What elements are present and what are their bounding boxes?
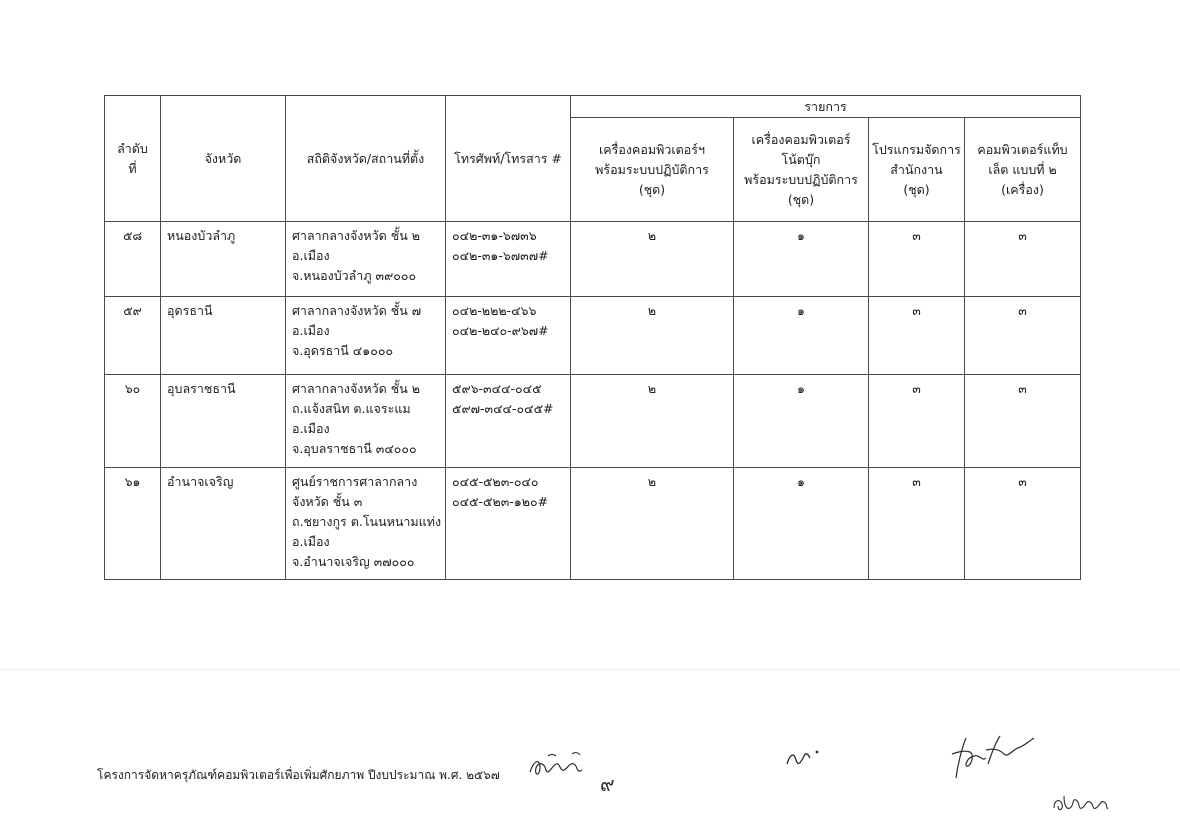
row-office-software-qty: ๓ [869, 222, 965, 297]
header-notebook: เครื่องคอมพิวเตอร์ โน้ตบุ๊ก พร้อมระบบปฏิบัติการ (ชุด) [734, 118, 869, 222]
row-phones: ๐๔๒-๓๑-๖๗๓๖ ๐๔๒-๓๑-๖๗๓๗# [446, 222, 571, 297]
header-seq: ลำดับ ที่ [105, 96, 161, 222]
header-phone: โทรศัพท์/โทรสาร # [446, 96, 571, 222]
row-seq: ๕๘ [105, 222, 161, 297]
row-notebook-qty: ๑ [734, 468, 869, 580]
row-address: ศาลากลางจังหวัด ชั้น ๗ อ.เมือง จ.อุดรธานี ๔๑๐๐๐ [286, 297, 446, 375]
row-desktop-qty: ๒ [571, 468, 734, 580]
row-tablet-qty: ๓ [965, 297, 1081, 375]
row-desktop-qty: ๒ [571, 375, 734, 468]
table-row [105, 375, 1081, 468]
row-province: หนองบัวลำภู [161, 222, 286, 297]
signature-initial-3 [1050, 786, 1112, 816]
footer-project-text: โครงการจัดหาครุภัณฑ์คอมพิวเตอร์เพื่อเพิ่มศักยภาพ ปีงบประมาณ พ.ศ. ๒๕๖๗ [97, 768, 500, 782]
table-row [105, 222, 1081, 297]
header-office-software: โปรแกรมจัดการ สำนักงาน (ชุด) [869, 118, 965, 222]
table-row [105, 297, 1081, 375]
signature-initial-2 [784, 744, 824, 770]
row-phones: ๐๔๒-๒๒๒-๔๖๖ ๐๔๒-๒๔๐-๙๖๗# [446, 297, 571, 375]
row-notebook-qty: ๑ [734, 375, 869, 468]
row-address: ศาลากลางจังหวัด ชั้น ๒ อ.เมือง จ.หนองบัวลำภู ๓๙๐๐๐ [286, 222, 446, 297]
header-desktop: เครื่องคอมพิวเตอร์ฯ พร้อมระบบปฏิบัติการ (ชุด) [571, 118, 734, 222]
row-province: อุดรธานี [161, 297, 286, 375]
header-province: จังหวัด [161, 96, 286, 222]
row-office-software-qty: ๓ [869, 468, 965, 580]
signature-initial-1 [526, 748, 588, 782]
row-tablet-qty: ๓ [965, 222, 1081, 297]
header-tablet: คอมพิวเตอร์แท็บ เล็ต แบบที่ ๒ (เครื่อง) [965, 118, 1081, 222]
row-office-software-qty: ๓ [869, 297, 965, 375]
row-notebook-qty: ๑ [734, 222, 869, 297]
page-number: ๙ [600, 772, 615, 796]
row-phones: ๕๙๖-๓๔๔-๐๔๕ ๕๙๗-๓๔๔-๐๔๕# [446, 375, 571, 468]
equipment-allocation-table [104, 95, 1081, 580]
row-seq: ๕๙ [105, 297, 161, 375]
table-row [105, 468, 1081, 580]
header-items-group: รายการ [571, 96, 1081, 118]
scan-divider-line [0, 669, 1180, 670]
signature-handwritten [946, 728, 1038, 786]
row-notebook-qty: ๑ [734, 297, 869, 375]
row-desktop-qty: ๒ [571, 222, 734, 297]
row-tablet-qty: ๓ [965, 375, 1081, 468]
row-office-software-qty: ๓ [869, 375, 965, 468]
row-province: อำนาจเจริญ [161, 468, 286, 580]
row-tablet-qty: ๓ [965, 468, 1081, 580]
row-seq: ๖๑ [105, 468, 161, 580]
row-address: ศูนย์ราชการศาลากลาง จังหวัด ชั้น ๓ ถ.ชยางกูร ต.โนนหนามแท่ง อ.เมือง จ.อำนาจเจริญ ๓๗๐๐๐ [286, 468, 446, 580]
row-desktop-qty: ๒ [571, 297, 734, 375]
header-office: สถิติจังหวัด/สถานที่ตั้ง [286, 96, 446, 222]
row-province: อุบลราชธานี [161, 375, 286, 468]
row-phones: ๐๔๕-๕๒๓-๐๔๐ ๐๔๕-๕๒๓-๑๒๐# [446, 468, 571, 580]
row-seq: ๖๐ [105, 375, 161, 468]
row-address: ศาลากลางจังหวัด ชั้น ๒ ถ.แจ้งสนิท ต.แจระแม อ.เมือง จ.อุบลราชธานี ๓๔๐๐๐ [286, 375, 446, 468]
